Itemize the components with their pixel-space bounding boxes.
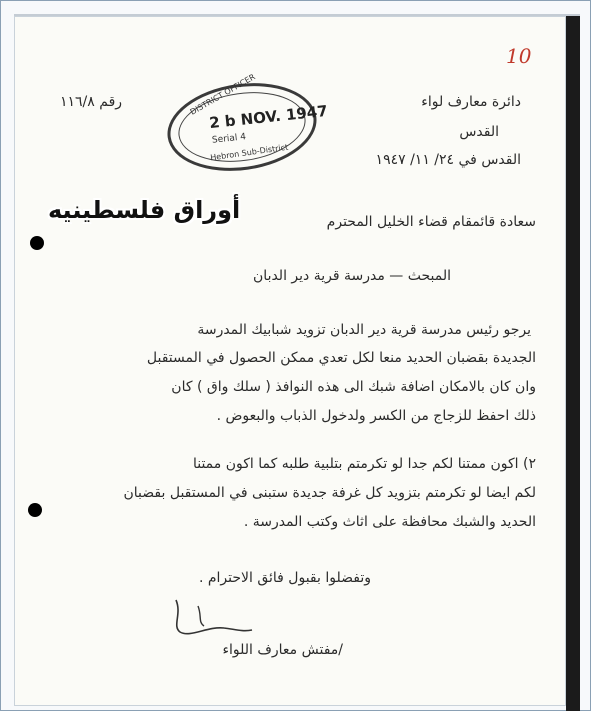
body-p2-line3: الحديد والشبك محافظة على اثاث وكتب المدرسة . [243,514,536,530]
handwritten-page-number: 10 [506,44,532,68]
signoff-title: /مفتش معارف اللواء [222,642,343,658]
department-city: القدس [459,124,499,140]
body-p2-line2: لكم ايضا لو تكرمتم بتزويد كل غرفة جديدة ستبنى في المستقبل بقضبان [123,485,536,501]
letter-date: القدس في ٢٤/ ١١/ ١٩٤٧ [375,152,521,168]
stamp-serial: Serial 4 [211,132,247,146]
department-name: دائرة معارف لواء [421,94,521,110]
body-p1-line3: وان كان بالامكان اضافة شبك الى هذه النوافذ ( سلك واق ) كان [171,379,536,395]
body-p1-line4: ذلك احفظ للزجاج من الكسر ولدخول الذباب والبعوض . [216,408,536,424]
subject-line: المبحث — مدرسة قرية دير الدبان [253,268,451,284]
watermark-text: أوراق فلسطينيه [48,196,241,224]
reference-number: رقم ١١٦/٨ [60,94,123,110]
bullet-dot-bottom [28,503,42,517]
handwritten-signature [168,592,258,642]
body-p2-line1: ٢) اكون ممتنا لكم جدا لو تكرمتم بتلبية طلبه كما اكون ممتنا [192,456,536,472]
stamp-date: 2 b NOV. 1947 [208,101,329,133]
page-right-shadow [566,16,580,711]
stamp-top-text: DISTRICT OFFICER [188,72,257,117]
bullet-dot-top [30,236,44,250]
body-p1-line1: يرجو رئيس مدرسة قرية دير الدبان تزويد شبابيك المدرسة [197,322,531,338]
closing-line: وتفضلوا بقبول فائق الاحترام . [198,570,371,586]
recipient-line: سعادة قائمقام قضاء الخليل المحترم [326,214,536,230]
stamp-bottom-text: Hebron Sub-District [209,142,289,163]
body-p1-line2: الجديدة بقضبان الحديد منعا لكل تعدي ممكن الحصول في المستقبل [146,350,536,366]
